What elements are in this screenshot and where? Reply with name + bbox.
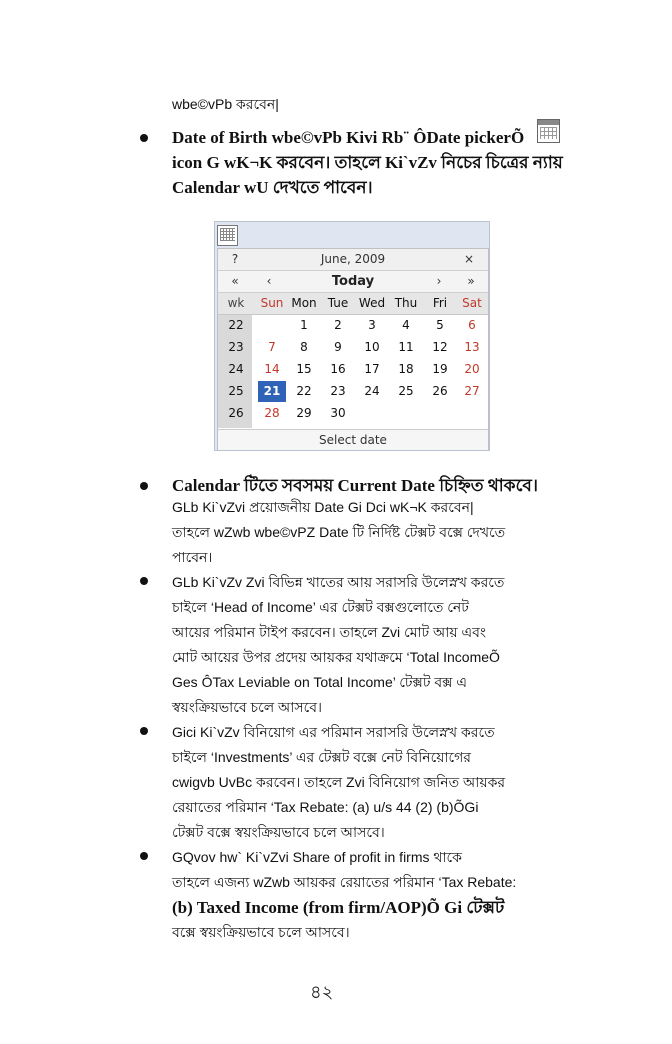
week-number: 25 (228, 384, 244, 398)
bullet (140, 852, 148, 860)
bullet (140, 482, 148, 490)
weekday-header: Sun (260, 296, 284, 310)
week-number: 23 (228, 340, 244, 354)
calendar-panel (217, 248, 489, 450)
text-line: চাইলে ‘Investments’ এর টেক্সট বক্সে নেট বিনিয়োগের (172, 749, 472, 765)
calendar-day[interactable]: 7 (268, 340, 276, 354)
calendar-day[interactable]: 12 (432, 340, 448, 354)
bullet (140, 727, 148, 735)
bullet (140, 577, 148, 585)
calendar-day[interactable]: 2 (334, 318, 342, 332)
calendar-day[interactable]: 24 (364, 384, 380, 398)
text-line: রেয়াতের পরিমান ‘Tax Rebate: (a) u/s 44 (2) (b)ÕGi (172, 799, 479, 815)
week-number: 26 (228, 406, 244, 420)
calendar-week-row (218, 315, 488, 336)
calendar-icon (537, 119, 560, 143)
next-month-button[interactable]: › (436, 274, 442, 288)
calendar-day[interactable]: 25 (398, 384, 414, 398)
calendar-day[interactable]: 29 (296, 406, 312, 420)
text-line: GQvov hw` Ki`vZvi Share of profit in firms থাকে (172, 849, 462, 865)
text-line: পাবেন। (172, 549, 213, 565)
week-number: 24 (228, 362, 244, 376)
text-line: icon G wK¬K করবেন। তাহলে Ki`vZv নিচের চিত্রের ন্যায় (172, 153, 563, 172)
close-button[interactable]: × (463, 252, 475, 266)
text-line: (b) Taxed Income (from firm/AOP)Õ Gi টেক্সট (172, 898, 505, 917)
calendar-app-icon (217, 225, 238, 246)
text-line: মোট আয়ের উপর প্রদেয় আয়কর যথাক্রমে ‘Total IncomeÕ (172, 649, 500, 665)
weekday-header-row (218, 293, 488, 315)
help-button[interactable]: ? (231, 252, 239, 266)
today-button[interactable]: Today (331, 274, 375, 289)
text-line: স্বয়ংক্রিয়ভাবে চলে আসবে। (172, 699, 323, 715)
text-line: চাইলে ‘Head of Income’ এর টেক্সট বক্সগুলোতে নেট (172, 599, 469, 615)
calendar-header-row (218, 249, 488, 271)
weekday-header: Wed (358, 296, 386, 310)
calendar-day[interactable]: 10 (364, 340, 380, 354)
text-line: Date of Birth wbe©vPb Kivi Rb¨ ÔDate pickerÕ (172, 128, 525, 147)
calendar-day[interactable]: 15 (296, 362, 312, 376)
calendar-day[interactable]: 20 (464, 362, 480, 376)
calendar-titlebar (215, 222, 489, 248)
calendar-day[interactable]: 13 (464, 340, 480, 354)
weekday-header: Mon (291, 296, 317, 310)
bullet (140, 134, 148, 142)
calendar-day[interactable]: 21 (258, 381, 286, 402)
calendar-nav-row (218, 271, 488, 293)
prev-month-button[interactable]: ‹ (266, 274, 272, 288)
text-line: আয়ের পরিমান টাইপ করবেন। তাহলে Zvi মোট আয় এবং (172, 624, 486, 640)
calendar-week-row (218, 381, 488, 402)
weekday-header: Sat (462, 296, 482, 310)
calendar-day[interactable]: 16 (330, 362, 346, 376)
calendar-day[interactable]: 27 (464, 384, 480, 398)
calendar-day[interactable]: 28 (264, 406, 280, 420)
calendar-day[interactable]: 26 (432, 384, 448, 398)
calendar-week-row (218, 403, 488, 424)
next-year-button[interactable]: » (467, 274, 475, 288)
calendar-day[interactable]: 22 (296, 384, 312, 398)
week-number: 22 (228, 318, 244, 332)
prev-year-button[interactable]: « (231, 274, 239, 288)
text-line: Gici Ki`vZv বিনিয়োগ এর পরিমান সরাসরি উলেস্নখ করতে (172, 724, 495, 740)
text-line: Calendar wU দেখতে পাবেন। (172, 178, 373, 197)
calendar-day[interactable]: 23 (330, 384, 346, 398)
text-line: টেক্সট বক্সে স্বয়ংক্রিয়ভাবে চলে আসবে। (172, 824, 385, 840)
calendar-week-row (218, 359, 488, 380)
weekday-header: wk (227, 296, 245, 310)
page-number: ৪২ (310, 982, 334, 1003)
calendar-widget (214, 221, 490, 451)
text-line: তাহলে এজন্য wZwb আয়কর রেয়াতের পরিমান ‘Tax Rebate: (172, 874, 517, 890)
text-line: Calendar টিতে সবসময় Current Date চিহ্নিত থাকবে। (172, 476, 538, 495)
calendar-day[interactable]: 9 (334, 340, 342, 354)
month-title: June, 2009 (320, 252, 386, 266)
calendar-day[interactable]: 4 (402, 318, 410, 332)
text-line: cwigvb UvBc করবেন। তাহলে Zvi বিনিয়োগ জনিত আয়কর (172, 774, 506, 790)
calendar-day[interactable]: 11 (398, 340, 414, 354)
calendar-footer: Select date (218, 429, 488, 450)
text-line: GLb Ki`vZvi প্রয়োজনীয় Date Gi Dci wK¬K করবেন| (172, 499, 474, 515)
text-line: wbe©vPb করবেন| (172, 96, 279, 112)
calendar-day[interactable]: 3 (368, 318, 376, 332)
calendar-day[interactable]: 17 (364, 362, 380, 376)
text-line: GLb Ki`vZv Zvi বিভিন্ন খাতের আয় সরাসরি উলেস্নখ করতে (172, 574, 505, 590)
text-line: তাহলে wZwb wbe©vPZ Date টি নির্দিষ্ট টেক্সট বক্সে দেখতে (172, 524, 506, 540)
calendar-day[interactable]: 30 (330, 406, 346, 420)
calendar-day[interactable]: 18 (398, 362, 414, 376)
text-line: বক্সে স্বয়ংক্রিয়ভাবে চলে আসবে। (172, 924, 350, 940)
calendar-day[interactable]: 19 (432, 362, 448, 376)
calendar-week-row (218, 337, 488, 358)
weekday-header: Fri (432, 296, 448, 310)
text-line: Ges ÔTax Leviable on Total Income’ টেক্সট বক্স এ (172, 674, 467, 690)
calendar-day[interactable]: 8 (300, 340, 308, 354)
calendar-day[interactable]: 6 (468, 318, 476, 332)
calendar-day[interactable]: 14 (264, 362, 280, 376)
calendar-day[interactable]: 1 (300, 318, 308, 332)
calendar-day[interactable]: 5 (436, 318, 444, 332)
weekday-header: Thu (394, 296, 418, 310)
weekday-header: Tue (327, 296, 349, 310)
